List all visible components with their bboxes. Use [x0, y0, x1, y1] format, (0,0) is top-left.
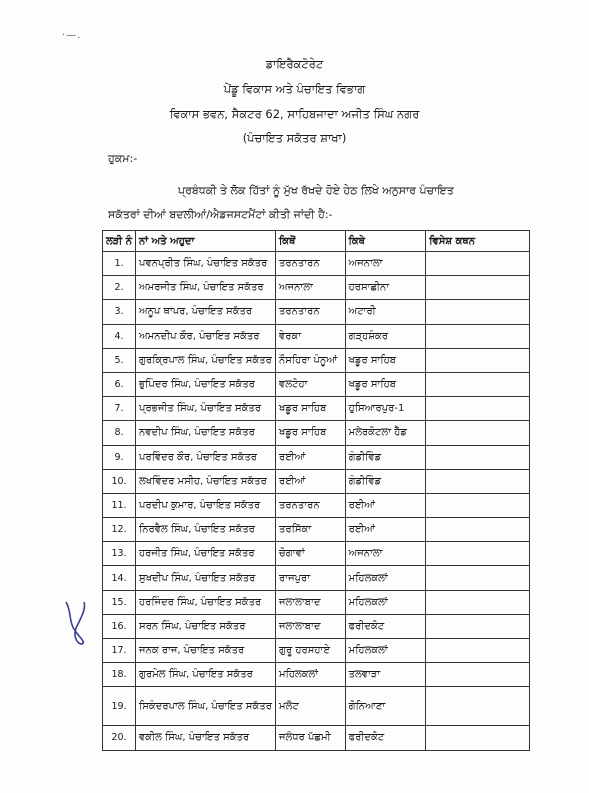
- table-row: [103, 639, 530, 663]
- cell-from: ਵੇਰਕਾ: [276, 324, 346, 348]
- cell-from: ਜਲੰਧਰ ਪੱਛਮੀ: [276, 726, 346, 750]
- table-row: [103, 445, 530, 469]
- header-name: ਨਾਂ ਅਤੇ ਅਹੁਦਾ: [136, 231, 276, 252]
- cell-name: ਗੁਰਕ੍ਰਿਪਾਲ ਸਿੰਘ, ਪੰਚਾਇਤ ਸਕੱਤਰ: [136, 348, 276, 372]
- cell-serial: 10.: [103, 469, 136, 493]
- cell-serial: 18.: [103, 663, 136, 687]
- cell-to: ਗੋਨਿਆਣਾ: [345, 687, 426, 726]
- cell-remark: [426, 252, 530, 276]
- cell-to: ਅਜਨਾਲਾ: [345, 252, 426, 276]
- cell-name: ਭੁਪਿੰਦਰ ਸਿੰਘ, ਪੰਚਾਇਤ ਸਕੱਤਰ: [136, 372, 276, 396]
- header-address: ਵਿਕਾਸ ਭਵਨ, ਸੈਕਟਰ 62, ਸਾਹਿਬਜਾਦਾ ਅਜੀਤ ਸਿੰਘ ਨਗਰ: [169, 107, 420, 121]
- cell-remark: [426, 663, 530, 687]
- cell-from: ਗੁਰੂ ਹਰਸਹਾਏ: [276, 639, 346, 663]
- cell-remark: [426, 493, 530, 517]
- cell-remark: [426, 445, 530, 469]
- cell-to: ਮਲੇਰਕੋਟਲਾ ਹੈੱਡ: [345, 421, 426, 445]
- cell-from: ਮਹਿਲਕਲਾਂ: [276, 663, 346, 687]
- table-row: [103, 542, 530, 566]
- cell-serial: 11.: [103, 493, 136, 517]
- cell-serial: 9.: [103, 445, 136, 469]
- cell-serial: 12.: [103, 518, 136, 542]
- cell-serial: 5.: [103, 348, 136, 372]
- cell-remark: [426, 590, 530, 614]
- cell-name: ਅਮਰਜੀਤ ਸਿੰਘ, ਪੰਚਾਇਤ ਸਕੱਤਰ: [136, 276, 276, 300]
- cell-to: ਮਹਿਲਕਲਾਂ: [345, 639, 426, 663]
- cell-to: ਹਰਸਾਛੀਨਾ: [345, 276, 426, 300]
- cell-from: ਚੋਗਾਵਾਂ: [276, 542, 346, 566]
- table-row: [103, 614, 530, 638]
- cell-to: ਰਈਆਂ: [345, 518, 426, 542]
- table-row: [103, 687, 530, 726]
- cell-name: ਪਰਦੀਪ ਕੁਮਾਰ, ਪੰਚਾਇਤ ਸਕੱਤਰ: [136, 493, 276, 517]
- header-remarks: ਵਿਸੇਸ਼ ਕਥਨ: [426, 231, 530, 252]
- cell-to: ਗੜ੍ਹਸ਼ੰਕਰ: [345, 324, 426, 348]
- cell-to: ਗੰਡੀਵਿੰਡ: [345, 445, 426, 469]
- cell-to: ਮਹਿਲਕਲਾਂ: [345, 590, 426, 614]
- transfer-table: [102, 230, 530, 751]
- cell-serial: 13.: [103, 542, 136, 566]
- cell-name: ਸੁਖਦੀਪ ਸਿੰਘ, ਪੰਚਾਇਤ ਸਕੱਤਰ: [136, 566, 276, 590]
- cell-to: ਮਹਿਲਕਲਾਂ: [345, 566, 426, 590]
- cell-from: ਰਈਆਂ: [276, 469, 346, 493]
- cell-remark: [426, 566, 530, 590]
- header-to: ਕਿਥੇ: [345, 231, 426, 252]
- cell-remark: [426, 639, 530, 663]
- intro-line-2: ਸਕੱਤਰਾਂ ਦੀਆਂ ਬਦਲੀਆਂ/ਐਡਜਸਟਮੈਂਟਾਂ ਕੀਤੀ ਜਾਂਦੀ ਹੈ:-: [108, 208, 333, 221]
- cell-name: ਨਿਰਵੈਲ ਸਿੰਘ, ਪੰਚਾਇਤ ਸਕੱਤਰ: [136, 518, 276, 542]
- table-row: [103, 372, 530, 396]
- cell-name: ਨਵਦੀਪ ਸਿੰਘ, ਪੰਚਾਇਤ ਸਕੱਤਰ: [136, 421, 276, 445]
- cell-to: ਰਈਆਂ: [345, 493, 426, 517]
- cell-remark: [426, 324, 530, 348]
- cell-from: ਤਰਨਤਾਰਨ: [276, 300, 346, 324]
- cell-remark: [426, 421, 530, 445]
- table-header-row: [103, 231, 530, 252]
- table-row: [103, 421, 530, 445]
- cell-to: ਫਰੀਦਕੋਟ: [345, 726, 426, 750]
- cell-to: ਖਡੂਰ ਸਾਹਿਬ: [345, 348, 426, 372]
- cell-to: ਤਲਵਾੜਾ: [345, 663, 426, 687]
- intro-line-1: ਪ੍ਰਬੰਧਕੀ ਤੇ ਲੋਕ ਹਿੱਤਾਂ ਨੂੰ ਮੁੱਖ ਰੱਖਦੇ ਹੋਏ ਹੇਠ ਲਿਖੇ ਅਨੁਸਾਰ ਪੰਚਾਇਤ: [178, 184, 454, 197]
- cell-name: ਹਰਜਿੰਦਰ ਸਿੰਘ, ਪੰਚਾਇਤ ਸਕੱਤਰ: [136, 590, 276, 614]
- cell-from: ਤਰਨਤਾਰਨ: [276, 252, 346, 276]
- header-serial: ਲੜੀ ਨੰ: [103, 231, 136, 252]
- cell-from: ਤਰਸਿੱਕਾ: [276, 518, 346, 542]
- header-from: ਕਿਥੋਂ: [276, 231, 346, 252]
- cell-remark: [426, 518, 530, 542]
- cell-serial: 14.: [103, 566, 136, 590]
- cell-serial: 8.: [103, 421, 136, 445]
- table-row: [103, 276, 530, 300]
- cell-serial: 3.: [103, 300, 136, 324]
- cell-name: ਅਨੂਪ ਥਾਪਰ, ਪੰਚਾਇਤ ਸਕੱਤਰ: [136, 300, 276, 324]
- cell-remark: [426, 687, 530, 726]
- cell-remark: [426, 372, 530, 396]
- header-branch: (ਪੰਚਾਇਤ ਸਕੱਤਰ ਸ਼ਾਖਾ): [242, 131, 347, 145]
- cell-name: ਸਿਕੰਦਰਪਾਲ ਸਿੰਘ, ਪੰਚਾਇਤ ਸਕੱਤਰ: [136, 687, 276, 726]
- cell-serial: 19.: [103, 687, 136, 726]
- table-row: [103, 469, 530, 493]
- cell-serial: 16.: [103, 614, 136, 638]
- cell-name: ਪਰਵਿੰਦਰ ਕੌਰ, ਪੰਚਾਇਤ ਸਕੱਤਰ: [136, 445, 276, 469]
- corner-mark: ·—.: [62, 30, 82, 41]
- cell-from: ਵਲਟੋਹਾ: [276, 372, 346, 396]
- cell-name: ਪਵਨਪ੍ਰੀਤ ਸਿੰਘ, ਪੰਚਾਇਤ ਸਕੱਤਰ: [136, 252, 276, 276]
- cell-serial: 17.: [103, 639, 136, 663]
- cell-remark: [426, 542, 530, 566]
- header-directorate: ਡਾਇਰੈਕਟੋਰੇਟ: [265, 57, 324, 71]
- cell-from: ਜਲਾਲਾਬਾਦ: [276, 590, 346, 614]
- cell-from: ਨੌਸਹਿਰਾ ਪੰਨੂਆਂ: [276, 348, 346, 372]
- table-row: [103, 663, 530, 687]
- cell-from: ਖਡੂਰ ਸਾਹਿਬ: [276, 421, 346, 445]
- cell-remark: [426, 614, 530, 638]
- cell-to: ਖਡੂਰ ਸਾਹਿਬ: [345, 372, 426, 396]
- table-row: [103, 252, 530, 276]
- cell-remark: [426, 726, 530, 750]
- cell-serial: 2.: [103, 276, 136, 300]
- cell-serial: 20.: [103, 726, 136, 750]
- cell-serial: 15.: [103, 590, 136, 614]
- cell-serial: 1.: [103, 252, 136, 276]
- cell-from: ਰਾਜਪੁਰਾ: [276, 566, 346, 590]
- cell-from: ਜਲਾਲਾਬਾਦ: [276, 614, 346, 638]
- cell-from: ਅਜਨਾਲਾ: [276, 276, 346, 300]
- cell-name: ਪ੍ਰਭਜੀਤ ਸਿੰਘ, ਪੰਚਾਇਤ ਸਕੱਤਰ: [136, 397, 276, 421]
- header-department: ਪੇਂਡੂ ਵਿਕਾਸ ਅਤੇ ਪੰਚਾਇਤ ਵਿਭਾਗ: [223, 82, 366, 96]
- cell-to: ਹੁਸਿਆਰਪੁਰ-1: [345, 397, 426, 421]
- cell-to: ਅਜਨਾਲਾ: [345, 542, 426, 566]
- cell-name: ਲਖਵਿੰਦਰ ਮਸੀਹ, ਪੰਚਾਇਤ ਸਕੱਤਰ: [136, 469, 276, 493]
- order-label: ਹੁਕਮ:-: [108, 152, 138, 165]
- cell-name: ਹਰਜੀਤ ਸਿੰਘ, ਪੰਚਾਇਤ ਸਕੱਤਰ: [136, 542, 276, 566]
- cell-name: ਵਕੀਲ ਸਿੰਘ, ਪੰਚਾਇਤ ਸਕੱਤਰ: [136, 726, 276, 750]
- cell-from: ਤਰਨਤਾਰਨ: [276, 493, 346, 517]
- cell-name: ਸਰਨ ਸਿੰਘ, ਪੰਚਾਇਤ ਸਕੱਤਰ: [136, 614, 276, 638]
- cell-to: ਅਟਾਰੀ: [345, 300, 426, 324]
- cell-remark: [426, 300, 530, 324]
- table-row: [103, 518, 530, 542]
- cell-remark: [426, 469, 530, 493]
- cell-from: ਖਡੂਰ ਸਾਹਿਬ: [276, 397, 346, 421]
- cell-serial: 6.: [103, 372, 136, 396]
- table-row: [103, 300, 530, 324]
- cell-serial: 7.: [103, 397, 136, 421]
- cell-to: ਫਰੀਦਕੋਟ: [345, 614, 426, 638]
- cell-name: ਗੁਰਮੇਲ ਸਿੰਘ, ਪੰਚਾਇਤ ਸਕੱਤਰ: [136, 663, 276, 687]
- cell-serial: 4.: [103, 324, 136, 348]
- handwritten-mark: [62, 598, 90, 646]
- cell-remark: [426, 276, 530, 300]
- table-row: [103, 726, 530, 750]
- table-row: [103, 397, 530, 421]
- cell-name: ਅਮਨਦੀਪ ਕੌਰ, ਪੰਚਾਇਤ ਸਕੱਤਰ: [136, 324, 276, 348]
- table-row: [103, 566, 530, 590]
- table-row: [103, 348, 530, 372]
- cell-from: ਮਲੋਟ: [276, 687, 346, 726]
- cell-to: ਗੰਡੀਵਿੰਡ: [345, 469, 426, 493]
- cell-from: ਰਈਆਂ: [276, 445, 346, 469]
- table-row: [103, 590, 530, 614]
- cell-remark: [426, 397, 530, 421]
- table-row: [103, 493, 530, 517]
- cell-remark: [426, 348, 530, 372]
- table-row: [103, 324, 530, 348]
- cell-name: ਜਨਕ ਰਾਜ, ਪੰਚਾਇਤ ਸਕੱਤਰ: [136, 639, 276, 663]
